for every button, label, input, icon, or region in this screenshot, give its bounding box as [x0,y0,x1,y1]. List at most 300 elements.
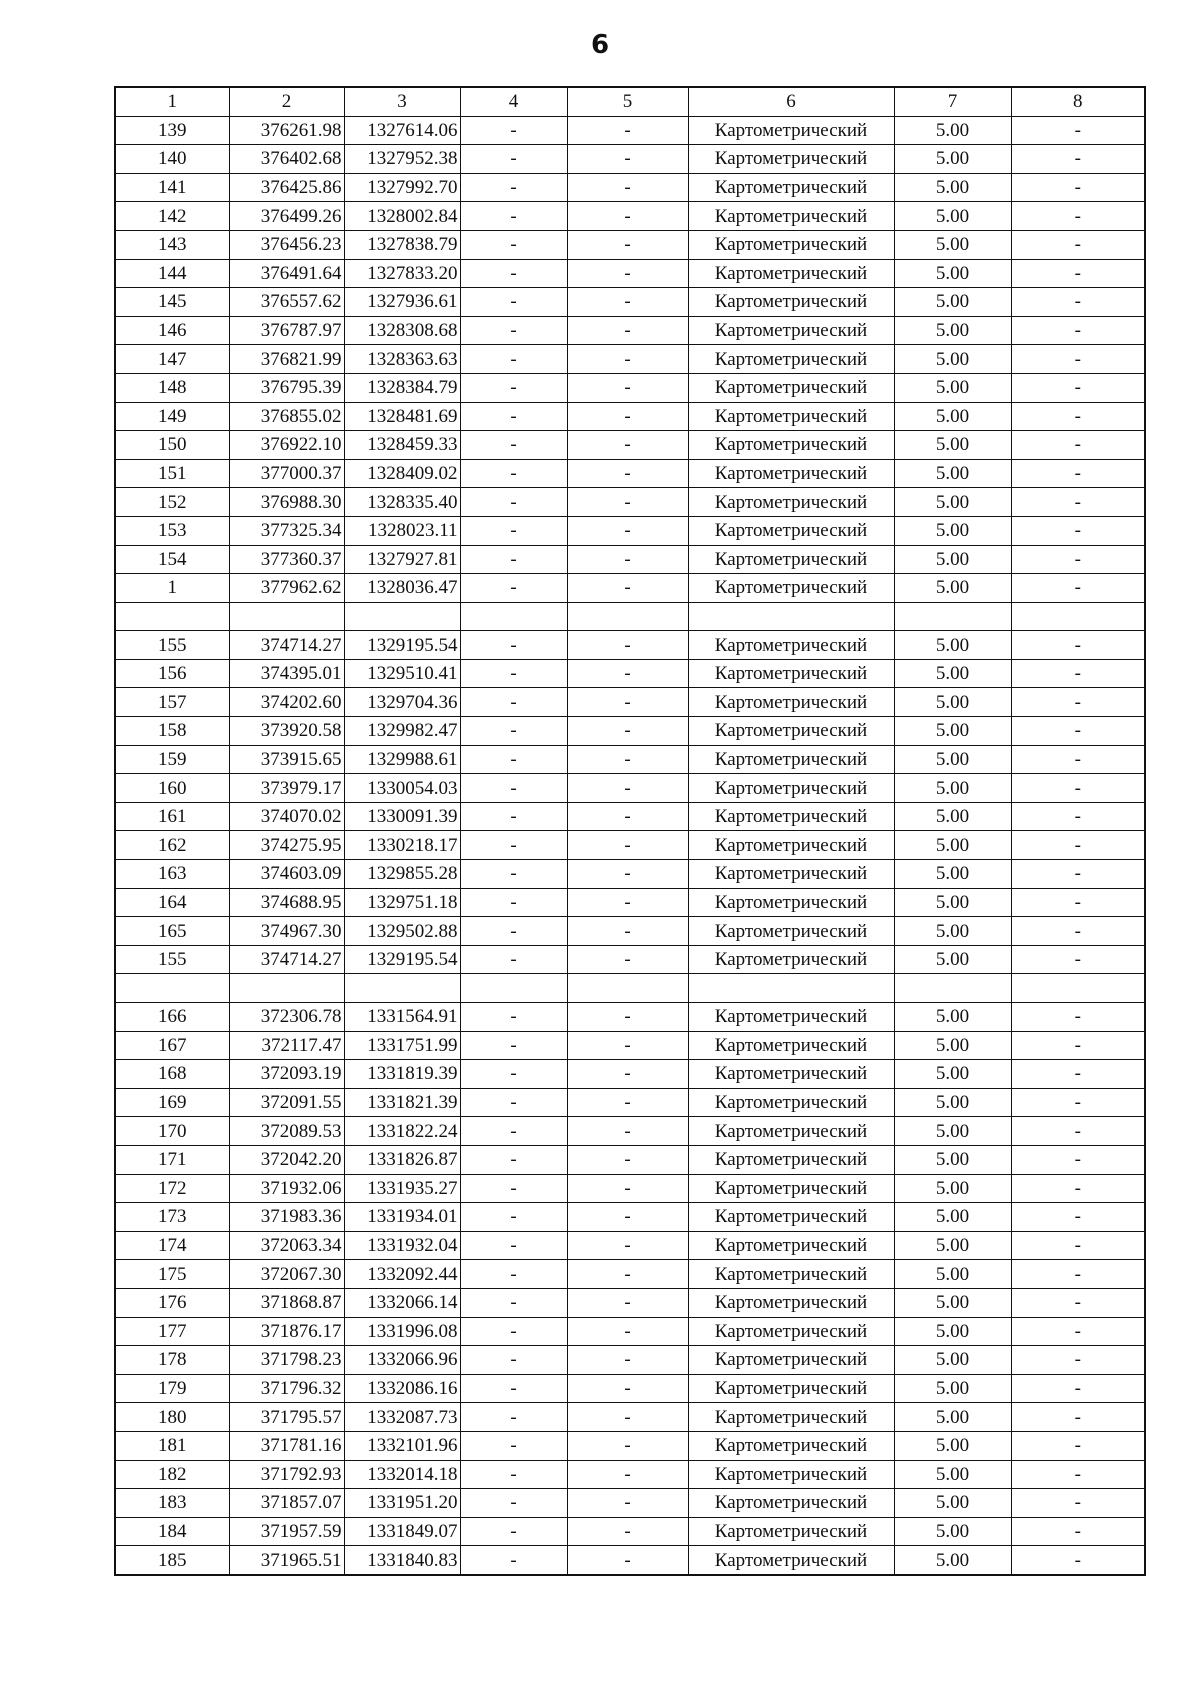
x-coordinate-cell: 376491.64 [229,259,344,288]
x-coordinate-cell: 377325.34 [229,516,344,545]
table-row [115,173,1145,202]
table-row [115,1517,1145,1546]
x-coordinate-cell: 371796.32 [229,1374,344,1403]
y-coordinate-cell: 1329510.41 [344,659,460,688]
x-coordinate-cell: 376261.98 [229,116,344,145]
col4-cell: - [460,230,567,259]
col4-cell: - [460,802,567,831]
col8-cell: - [1011,1317,1145,1346]
point-number-cell: 162 [115,831,229,860]
col5-cell: - [567,774,688,803]
method-cell: Картометрический [688,1317,894,1346]
method-cell: Картометрический [688,1231,894,1260]
point-number-cell: 145 [115,288,229,317]
col4-cell: - [460,316,567,345]
x-coordinate-cell: 371795.57 [229,1403,344,1432]
header-cell: 2 [229,87,344,116]
x-coordinate-cell: 371857.07 [229,1489,344,1518]
point-number-cell: 153 [115,516,229,545]
accuracy-cell [894,974,1011,1003]
x-coordinate-cell: 371792.93 [229,1460,344,1489]
accuracy-cell: 5.00 [894,402,1011,431]
col8-cell: - [1011,402,1145,431]
accuracy-cell: 5.00 [894,1403,1011,1432]
col8-cell: - [1011,917,1145,946]
col8-cell: - [1011,1203,1145,1232]
table-row [115,1546,1145,1575]
col8-cell: - [1011,802,1145,831]
accuracy-cell: 5.00 [894,1489,1011,1518]
point-number-cell: 157 [115,688,229,717]
method-cell: Картометрический [688,373,894,402]
y-coordinate-cell: 1330091.39 [344,802,460,831]
table-row [115,1260,1145,1289]
method-cell: Картометрический [688,1403,894,1432]
col4-cell: - [460,116,567,145]
x-coordinate-cell: 371983.36 [229,1203,344,1232]
accuracy-cell: 5.00 [894,202,1011,231]
point-number-cell: 143 [115,230,229,259]
table-row [115,602,1145,631]
col5-cell: - [567,1517,688,1546]
col5-cell: - [567,1403,688,1432]
point-number-cell: 179 [115,1374,229,1403]
y-coordinate-cell: 1331564.91 [344,1003,460,1032]
x-coordinate-cell: 374714.27 [229,945,344,974]
col5-cell: - [567,1003,688,1032]
table-row [115,1203,1145,1232]
point-number-cell: 166 [115,1003,229,1032]
method-cell: Картометрический [688,1489,894,1518]
col5-cell: - [567,860,688,889]
accuracy-cell: 5.00 [894,1117,1011,1146]
col4-cell: - [460,1117,567,1146]
col5-cell: - [567,230,688,259]
accuracy-cell: 5.00 [894,688,1011,717]
method-cell: Картометрический [688,1031,894,1060]
col5-cell: - [567,745,688,774]
col5-cell: - [567,717,688,746]
accuracy-cell: 5.00 [894,802,1011,831]
x-coordinate-cell: 376795.39 [229,373,344,402]
col5-cell: - [567,945,688,974]
method-cell: Картометрический [688,173,894,202]
method-cell: Картометрический [688,516,894,545]
x-coordinate-cell: 376557.62 [229,288,344,317]
accuracy-cell: 5.00 [894,1231,1011,1260]
col5-cell: - [567,1060,688,1089]
col5-cell: - [567,802,688,831]
x-coordinate-cell: 371868.87 [229,1288,344,1317]
col5-cell: - [567,917,688,946]
accuracy-cell: 5.00 [894,1460,1011,1489]
header-cell: 5 [567,87,688,116]
point-number-cell: 155 [115,945,229,974]
col4-cell: - [460,1088,567,1117]
col4-cell: - [460,659,567,688]
x-coordinate-cell: 376988.30 [229,488,344,517]
table-row [115,659,1145,688]
col4-cell: - [460,345,567,374]
col8-cell: - [1011,516,1145,545]
table-row [115,860,1145,889]
table-row [115,345,1145,374]
point-number-cell: 180 [115,1403,229,1432]
y-coordinate-cell: 1330054.03 [344,774,460,803]
accuracy-cell: 5.00 [894,116,1011,145]
col8-cell: - [1011,888,1145,917]
table-row [115,1117,1145,1146]
col8-cell: - [1011,431,1145,460]
point-number-cell: 171 [115,1145,229,1174]
col4-cell: - [460,1174,567,1203]
y-coordinate-cell [344,602,460,631]
col8-cell: - [1011,1060,1145,1089]
x-coordinate-cell: 374202.60 [229,688,344,717]
col8-cell: - [1011,1517,1145,1546]
table-row [115,116,1145,145]
method-cell: Картометрический [688,259,894,288]
col8-cell: - [1011,545,1145,574]
accuracy-cell: 5.00 [894,917,1011,946]
col4-cell: - [460,259,567,288]
point-number-cell: 165 [115,917,229,946]
col5-cell: - [567,202,688,231]
y-coordinate-cell: 1328335.40 [344,488,460,517]
y-coordinate-cell: 1329704.36 [344,688,460,717]
point-number-cell: 160 [115,774,229,803]
accuracy-cell: 5.00 [894,574,1011,603]
col4-cell: - [460,1060,567,1089]
x-coordinate-cell: 372067.30 [229,1260,344,1289]
col8-cell: - [1011,345,1145,374]
x-coordinate-cell: 371932.06 [229,1174,344,1203]
y-coordinate-cell: 1331819.39 [344,1060,460,1089]
col8-cell: - [1011,1431,1145,1460]
point-number-cell: 168 [115,1060,229,1089]
accuracy-cell: 5.00 [894,717,1011,746]
x-coordinate-cell: 372093.19 [229,1060,344,1089]
x-coordinate-cell: 373979.17 [229,774,344,803]
y-coordinate-cell: 1331849.07 [344,1517,460,1546]
method-cell: Картометрический [688,230,894,259]
col4-cell: - [460,717,567,746]
table-row [115,145,1145,174]
method-cell: Картометрический [688,1003,894,1032]
accuracy-cell: 5.00 [894,1088,1011,1117]
col4-cell: - [460,745,567,774]
table-row [115,288,1145,317]
col4-cell: - [460,917,567,946]
col4-cell: - [460,860,567,889]
accuracy-cell: 5.00 [894,1346,1011,1375]
point-number-cell: 184 [115,1517,229,1546]
point-number-cell: 164 [115,888,229,917]
y-coordinate-cell: 1328481.69 [344,402,460,431]
col5-cell: - [567,259,688,288]
x-coordinate-cell: 376821.99 [229,345,344,374]
method-cell: Картометрический [688,1460,894,1489]
y-coordinate-cell: 1331751.99 [344,1031,460,1060]
col4-cell: - [460,1346,567,1375]
y-coordinate-cell: 1327833.20 [344,259,460,288]
accuracy-cell: 5.00 [894,1031,1011,1060]
header-cell: 7 [894,87,1011,116]
col5-cell: - [567,1346,688,1375]
y-coordinate-cell: 1329855.28 [344,860,460,889]
col4-cell: - [460,373,567,402]
col5-cell: - [567,1088,688,1117]
col5-cell: - [567,373,688,402]
y-coordinate-cell: 1328384.79 [344,373,460,402]
y-coordinate-cell: 1328023.11 [344,516,460,545]
method-cell: Картометрический [688,545,894,574]
x-coordinate-cell: 372089.53 [229,1117,344,1146]
col4-cell: - [460,545,567,574]
x-coordinate-cell: 374395.01 [229,659,344,688]
x-coordinate-cell: 377962.62 [229,574,344,603]
col8-cell: - [1011,774,1145,803]
col4-cell: - [460,1489,567,1518]
col5-cell: - [567,1460,688,1489]
x-coordinate-cell: 374967.30 [229,917,344,946]
col5-cell: - [567,431,688,460]
x-coordinate-cell: 376456.23 [229,230,344,259]
method-cell: Картометрический [688,574,894,603]
y-coordinate-cell: 1329195.54 [344,945,460,974]
point-number-cell: 150 [115,431,229,460]
method-cell: Картометрический [688,1346,894,1375]
method-cell: Картометрический [688,688,894,717]
table-row [115,1060,1145,1089]
method-cell: Картометрический [688,345,894,374]
table-row [115,516,1145,545]
accuracy-cell: 5.00 [894,1060,1011,1089]
y-coordinate-cell: 1330218.17 [344,831,460,860]
x-coordinate-cell: 372117.47 [229,1031,344,1060]
col5-cell: - [567,1031,688,1060]
accuracy-cell: 5.00 [894,373,1011,402]
col8-cell: - [1011,1145,1145,1174]
point-number-cell [115,602,229,631]
table-row [115,917,1145,946]
col4-cell: - [460,574,567,603]
method-cell: Картометрический [688,1145,894,1174]
x-coordinate-cell: 376855.02 [229,402,344,431]
col4-cell: - [460,1460,567,1489]
point-number-cell: 161 [115,802,229,831]
x-coordinate-cell: 377000.37 [229,459,344,488]
y-coordinate-cell: 1329195.54 [344,631,460,660]
col5-cell: - [567,659,688,688]
table-row [115,431,1145,460]
col8-cell: - [1011,488,1145,517]
table-row [115,945,1145,974]
accuracy-cell: 5.00 [894,1317,1011,1346]
col8-cell: - [1011,1031,1145,1060]
col4-cell: - [460,1031,567,1060]
accuracy-cell: 5.00 [894,288,1011,317]
col4-cell: - [460,1431,567,1460]
point-number-cell: 148 [115,373,229,402]
y-coordinate-cell: 1331821.39 [344,1088,460,1117]
method-cell: Картометрический [688,145,894,174]
x-coordinate-cell: 371876.17 [229,1317,344,1346]
col8-cell: - [1011,316,1145,345]
y-coordinate-cell: 1332086.16 [344,1374,460,1403]
col4-cell: - [460,1231,567,1260]
y-coordinate-cell: 1332014.18 [344,1460,460,1489]
table-row [115,545,1145,574]
table-row [115,488,1145,517]
accuracy-cell: 5.00 [894,259,1011,288]
table-row [115,202,1145,231]
point-number-cell: 155 [115,631,229,660]
accuracy-cell: 5.00 [894,659,1011,688]
y-coordinate-cell: 1328002.84 [344,202,460,231]
col5-cell: - [567,1231,688,1260]
col4-cell: - [460,1260,567,1289]
col5-cell: - [567,1317,688,1346]
col8-cell: - [1011,1174,1145,1203]
table-row [115,1031,1145,1060]
x-coordinate-cell: 373915.65 [229,745,344,774]
method-cell: Картометрический [688,1546,894,1575]
col5-cell: - [567,116,688,145]
accuracy-cell: 5.00 [894,1260,1011,1289]
method-cell: Картометрический [688,774,894,803]
table-header-row [115,87,1145,116]
accuracy-cell: 5.00 [894,345,1011,374]
table-row [115,831,1145,860]
col5-cell: - [567,402,688,431]
col4-cell: - [460,1403,567,1432]
col8-cell: - [1011,1003,1145,1032]
method-cell: Картометрический [688,1260,894,1289]
point-number-cell: 163 [115,860,229,889]
col8-cell: - [1011,259,1145,288]
x-coordinate-cell: 372306.78 [229,1003,344,1032]
point-number-cell: 147 [115,345,229,374]
col4-cell: - [460,774,567,803]
method-cell: Картометрический [688,717,894,746]
method-cell: Картометрический [688,631,894,660]
method-cell: Картометрический [688,431,894,460]
point-number-cell: 169 [115,1088,229,1117]
table-row [115,1231,1145,1260]
x-coordinate-cell: 376425.86 [229,173,344,202]
col4-cell: - [460,688,567,717]
col4-cell [460,974,567,1003]
method-cell: Картометрический [688,1088,894,1117]
col5-cell: - [567,574,688,603]
method-cell: Картометрический [688,745,894,774]
y-coordinate-cell: 1328036.47 [344,574,460,603]
y-coordinate-cell: 1328459.33 [344,431,460,460]
method-cell: Картометрический [688,1203,894,1232]
table-row [115,316,1145,345]
point-number-cell: 158 [115,717,229,746]
method-cell: Картометрический [688,1517,894,1546]
col5-cell: - [567,831,688,860]
table-body [115,116,1145,1575]
col8-cell: - [1011,688,1145,717]
x-coordinate-cell: 371965.51 [229,1546,344,1575]
y-coordinate-cell: 1328409.02 [344,459,460,488]
header-cell: 3 [344,87,460,116]
table-row [115,1403,1145,1432]
col8-cell: - [1011,173,1145,202]
accuracy-cell: 5.00 [894,1203,1011,1232]
accuracy-cell: 5.00 [894,945,1011,974]
y-coordinate-cell: 1327936.61 [344,288,460,317]
method-cell: Картометрический [688,659,894,688]
point-number-cell: 149 [115,402,229,431]
table-row [115,1145,1145,1174]
col5-cell: - [567,345,688,374]
y-coordinate-cell: 1331935.27 [344,1174,460,1203]
col5-cell: - [567,1203,688,1232]
accuracy-cell: 5.00 [894,1288,1011,1317]
method-cell: Картометрический [688,1060,894,1089]
col8-cell: - [1011,1403,1145,1432]
col8-cell: - [1011,1231,1145,1260]
table-row [115,459,1145,488]
col5-cell: - [567,688,688,717]
col4-cell: - [460,1546,567,1575]
y-coordinate-cell: 1327952.38 [344,145,460,174]
method-cell: Картометрический [688,917,894,946]
point-number-cell: 176 [115,1288,229,1317]
x-coordinate-cell: 377360.37 [229,545,344,574]
col8-cell: - [1011,1460,1145,1489]
y-coordinate-cell: 1329502.88 [344,917,460,946]
col5-cell: - [567,1145,688,1174]
point-number-cell: 154 [115,545,229,574]
col4-cell: - [460,488,567,517]
y-coordinate-cell: 1329988.61 [344,745,460,774]
header-cell: 4 [460,87,567,116]
col8-cell: - [1011,574,1145,603]
table-row [115,717,1145,746]
col5-cell: - [567,288,688,317]
point-number-cell: 185 [115,1546,229,1575]
table-row [115,1431,1145,1460]
accuracy-cell: 5.00 [894,173,1011,202]
col8-cell: - [1011,1346,1145,1375]
accuracy-cell [894,602,1011,631]
col5-cell: - [567,516,688,545]
col4-cell: - [460,1003,567,1032]
col8-cell: - [1011,860,1145,889]
table-row [115,1003,1145,1032]
accuracy-cell: 5.00 [894,431,1011,460]
col4-cell: - [460,888,567,917]
point-number-cell: 142 [115,202,229,231]
accuracy-cell: 5.00 [894,230,1011,259]
accuracy-cell: 5.00 [894,1546,1011,1575]
method-cell: Картометрический [688,1431,894,1460]
col8-cell: - [1011,1374,1145,1403]
page-number: 6 [590,30,610,60]
accuracy-cell: 5.00 [894,1174,1011,1203]
method-cell: Картометрический [688,1288,894,1317]
accuracy-cell: 5.00 [894,745,1011,774]
x-coordinate-cell: 371957.59 [229,1517,344,1546]
accuracy-cell: 5.00 [894,631,1011,660]
y-coordinate-cell: 1331840.83 [344,1546,460,1575]
method-cell: Картометрический [688,1117,894,1146]
